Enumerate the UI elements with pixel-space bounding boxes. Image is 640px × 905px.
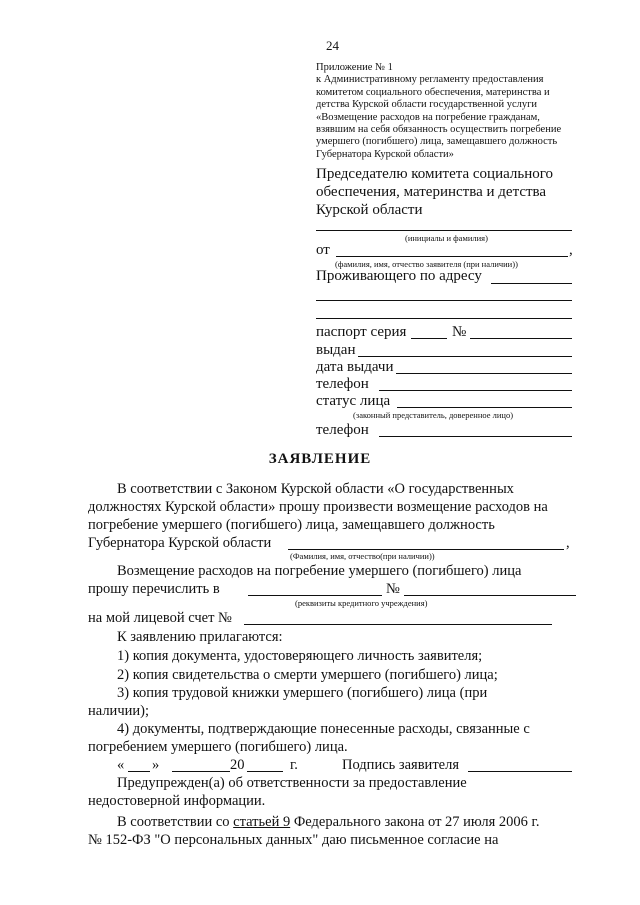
initials-caption: (инициалы и фамилия)	[405, 233, 488, 243]
phone-label: телефон	[316, 376, 369, 392]
from-comma: ,	[569, 242, 573, 258]
from-caption: (фамилия, имя, отчество заявителя (при наличии))	[335, 259, 518, 269]
attach-intro: К заявлению прилагаются:	[117, 629, 283, 645]
phone-field[interactable]	[379, 390, 572, 391]
signature-label: Подпись заявителя	[342, 757, 459, 773]
account-field[interactable]	[244, 624, 552, 625]
account-label: на мой лицевой счет №	[88, 610, 232, 626]
bank-caption: (реквизиты кредитного учреждения)	[295, 598, 428, 608]
issue-date-label: дата выдачи	[316, 359, 394, 375]
passport-series-field[interactable]	[411, 338, 447, 339]
passport-number-sign: №	[452, 324, 467, 340]
p1-comma: ,	[566, 535, 570, 551]
issued-label: выдан	[316, 342, 356, 358]
appendix-line: к Административному регламенту предоставления	[316, 74, 544, 86]
date-quote-open: «	[117, 757, 125, 773]
residing-label: Проживающего по адресу	[316, 268, 482, 284]
warned-line1: Предупрежден(а) об ответственности за предоставление	[117, 775, 467, 791]
attach-item-1: 1) копия документа, удостоверяющего личность заявителя;	[117, 648, 483, 664]
year-prefix: 20	[230, 757, 245, 773]
bank-number-field[interactable]	[404, 595, 576, 596]
page-number: 24	[326, 38, 339, 53]
issue-date-field[interactable]	[396, 373, 572, 374]
passport-label: паспорт серия	[316, 324, 407, 340]
address-field-3[interactable]	[316, 318, 572, 319]
p2-number-sign: №	[386, 581, 400, 597]
p2-line2-a: прошу перечислить в	[88, 581, 220, 597]
appendix-line: «Возмещение расходов на погребение гражданам,	[316, 111, 540, 123]
day-field[interactable]	[128, 771, 150, 772]
law-article-link[interactable]: статьей 9	[233, 814, 291, 830]
appendix-line: Приложение № 1	[316, 62, 393, 73]
p1-line: погребение умершего (погибшего) лица, замещавшего должность	[88, 517, 495, 533]
p1-line: Губернатора Курской области	[88, 535, 272, 551]
issued-field[interactable]	[358, 356, 572, 357]
attach-item-3-cont: наличии);	[88, 703, 149, 719]
address-field[interactable]	[491, 283, 572, 284]
attach-item-4-cont: погребением умершего (погибшего) лица.	[88, 739, 348, 755]
attach-item-4: 4) документы, подтверждающие понесенные расходы, связанные с	[117, 721, 530, 737]
month-field[interactable]	[172, 771, 230, 772]
deceased-name-field[interactable]	[288, 549, 564, 550]
phone2-label: телефон	[316, 422, 369, 438]
status-caption: (законный представитель, доверенное лицо)	[353, 410, 514, 420]
phone2-field[interactable]	[379, 436, 572, 437]
initials-field[interactable]	[316, 230, 572, 231]
appendix-line: Губернатора Курской области»	[316, 148, 454, 160]
p2-line1: Возмещение расходов на погребение умершего (погибшего) лица	[117, 563, 522, 579]
warned-line2: недостоверной информации.	[88, 793, 266, 809]
year-field[interactable]	[247, 771, 283, 772]
appendix-line: комитетом социального обеспечения, материнства и	[316, 86, 550, 98]
addressee-line: Председателю комитета социального	[316, 166, 554, 182]
from-field[interactable]	[336, 256, 568, 257]
appendix-line: взявшим на себя обязанность осуществить погребение	[316, 124, 562, 135]
status-label: статус лица	[316, 393, 391, 409]
status-field[interactable]	[397, 407, 572, 408]
bank-field[interactable]	[248, 595, 382, 596]
passport-number-field[interactable]	[470, 338, 572, 339]
name-caption: (Фамилия, имя, отчество(при наличии))	[290, 551, 435, 561]
attach-item-3: 3) копия трудовой книжки умершего (погибшего) лица (при	[117, 685, 488, 701]
consent-line2: № 152-ФЗ "О персональных данных" даю письменное согласие на	[88, 832, 499, 848]
p1-line: должностях Курской области» прошу произвести возмещение расходов на	[88, 499, 548, 515]
consent-text-b: Федерального закона от 27 июля 2006 г.	[290, 814, 540, 830]
signature-field[interactable]	[468, 771, 572, 772]
p1-line: В соответствии с Законом Курской области «О государственных	[117, 481, 514, 497]
attach-item-2: 2) копия свидетельства о смерти умершего (погибшего) лица;	[117, 667, 498, 683]
addressee-line: обеспечения, материнства и детства	[316, 184, 547, 200]
appendix-line: детства Курской области государственной услуги	[316, 99, 538, 111]
year-suffix: г.	[290, 757, 298, 773]
date-quote-close: »	[152, 757, 160, 773]
from-label: от	[316, 242, 330, 258]
appendix-line: умершего (погибшего) лица, замещавшего должность	[316, 136, 558, 148]
consent-line1	[117, 814, 540, 831]
address-field-2[interactable]	[316, 300, 572, 301]
addressee-line: Курской области	[316, 202, 423, 218]
document-title: ЗАЯВЛЕНИЕ	[268, 451, 372, 467]
consent-text-a: В соответствии со	[117, 814, 234, 830]
